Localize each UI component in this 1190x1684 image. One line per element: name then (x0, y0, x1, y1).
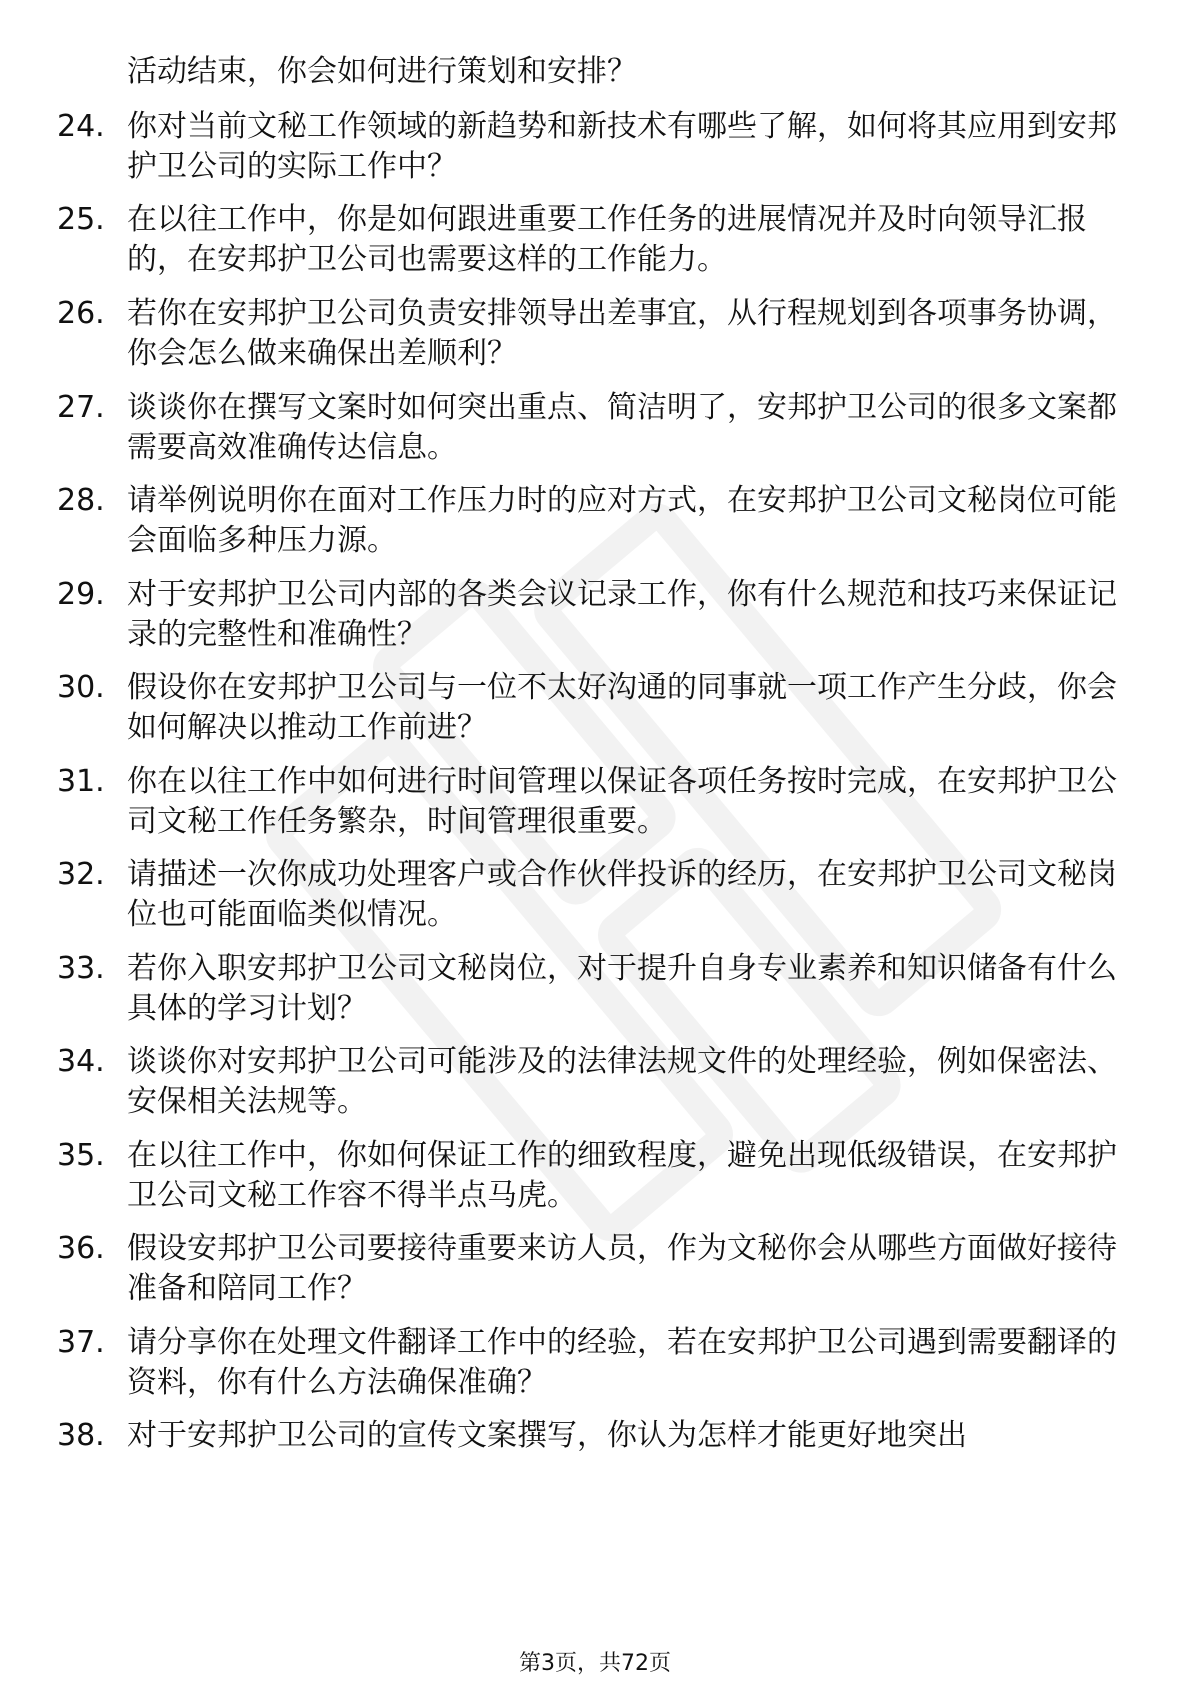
question-text: 谈谈你对安邦护卫公司可能涉及的法律法规文件的处理经验，例如保密法、安保相关法规等。 (127, 1044, 1117, 1119)
page-footer: 第3页，共72页 (519, 1651, 671, 1676)
question-item (57, 575, 1117, 665)
question-number: 38. (57, 1418, 105, 1453)
question-number: 28. (57, 483, 105, 518)
continued-question-text: 活动结束，你会如何进行策划和安排？ (127, 54, 637, 89)
question-text: 谈谈你在撰写文案时如何突出重点、简洁明了，安邦护卫公司的很多文案都需要高效准确传达信息。 (127, 390, 1117, 465)
question-text: 请举例说明你在面对工作压力时的应对方式，在安邦护卫公司文秘岗位可能会面临多种压力源。 (127, 483, 1117, 558)
question-text: 假设安邦护卫公司要接待重要来访人员，作为文秘你会从哪些方面做好接待准备和陪同工作？ (127, 1231, 1117, 1306)
question-number: 26. (57, 296, 105, 331)
question-item (57, 762, 1117, 852)
question-number: 32. (57, 857, 105, 892)
question-item (57, 1323, 1117, 1413)
question-text: 对于安邦护卫公司内部的各类会议记录工作，你有什么规范和技巧来保证记录的完整性和准确性？ (127, 577, 1117, 652)
question-text: 你在以往工作中如何进行时间管理以保证各项任务按时完成，在安邦护卫公司文秘工作任务繁杂，时间管理很重要。 (127, 764, 1117, 839)
question-number: 30. (57, 670, 105, 705)
question-text: 若你入职安邦护卫公司文秘岗位，对于提升自身专业素养和知识储备有什么具体的学习计划？ (127, 951, 1117, 1026)
question-number: 33. (57, 951, 105, 986)
question-number: 24. (57, 109, 105, 144)
question-item (57, 294, 1117, 384)
question-item (57, 481, 1117, 571)
question-text: 假设你在安邦护卫公司与一位不太好沟通的同事就一项工作产生分歧，你会如何解决以推动工作前进？ (127, 670, 1117, 745)
question-text: 若你在安邦护卫公司负责安排领导出差事宜，从行程规划到各项事务协调，你会怎么做来确保出差顺利？ (127, 296, 1117, 371)
question-item (57, 949, 1117, 1039)
question-item (57, 668, 1117, 758)
question-item (57, 855, 1117, 945)
question-text: 你对当前文秘工作领域的新趋势和新技术有哪些了解，如何将其应用到安邦护卫公司的实际工作中？ (127, 109, 1117, 184)
question-text: 请描述一次你成功处理客户或合作伙伴投诉的经历，在安邦护卫公司文秘岗位也可能面临类似情况。 (127, 857, 1117, 932)
question-number: 35. (57, 1138, 105, 1173)
question-item (57, 388, 1117, 478)
question-item (57, 1229, 1117, 1319)
question-number: 34. (57, 1044, 105, 1079)
question-number: 31. (57, 764, 105, 799)
question-item (57, 107, 1117, 197)
question-number: 36. (57, 1231, 105, 1266)
question-text: 对于安邦护卫公司的宣传文案撰写，你认为怎样才能更好地突出 (127, 1418, 967, 1453)
question-item (57, 200, 1117, 290)
question-number: 37. (57, 1325, 105, 1360)
question-item (57, 1136, 1117, 1226)
question-number: 29. (57, 577, 105, 612)
question-text: 在以往工作中，你如何保证工作的细致程度，避免出现低级错误，在安邦护卫公司文秘工作容不得半点马虎。 (127, 1138, 1117, 1213)
question-text: 请分享你在处理文件翻译工作中的经验，若在安邦护卫公司遇到需要翻译的资料，你有什么方法确保准确？ (127, 1325, 1117, 1400)
question-item (57, 1416, 1117, 1466)
question-number: 25. (57, 202, 105, 237)
question-number: 27. (57, 390, 105, 425)
question-text: 在以往工作中，你是如何跟进重要工作任务的进展情况并及时向领导汇报的，在安邦护卫公司也需要这样的工作能力。 (127, 202, 1087, 277)
question-item (57, 1042, 1117, 1132)
